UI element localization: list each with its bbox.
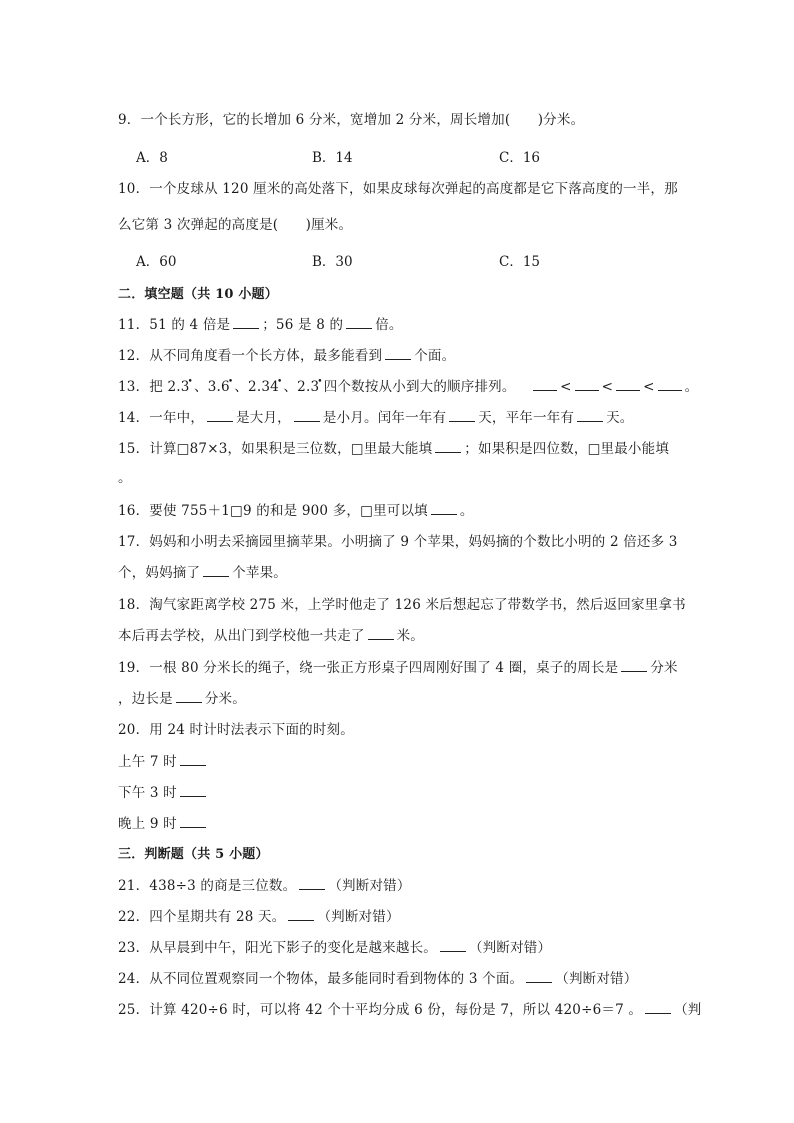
q14-text-e: 天。 <box>606 410 634 426</box>
answer-blank[interactable] <box>449 409 475 422</box>
option-b: B．14 <box>312 150 353 166</box>
q23-text: 23．从早晨到中午，阳光下影子的变化是越来越长。 <box>118 940 437 956</box>
answer-blank[interactable] <box>368 627 394 640</box>
q20-item-label: 上午 7 时 <box>118 754 177 770</box>
answer-blank[interactable] <box>346 316 372 329</box>
q20-item-label: 晚上 9 时 <box>118 816 177 832</box>
question-17-line1: 17．妈妈和小明去采摘园里摘苹果。小明摘了 9 个苹果，妈妈摘的个数比小明的 2 倍还多 3 <box>118 534 678 550</box>
question-21 <box>118 874 411 894</box>
answer-blank[interactable] <box>294 409 320 422</box>
answer-blank[interactable] <box>577 409 603 422</box>
option-a: A．8 <box>136 150 168 166</box>
q24-text: 24．从不同位置观察同一个物体，最多能同时看到物体的 3 个面。 <box>118 971 524 987</box>
question-17-line2 <box>118 561 287 581</box>
q19-text-b: 分米 <box>650 660 678 676</box>
question-19-line2 <box>118 687 246 707</box>
answer-blank[interactable] <box>645 1001 671 1014</box>
answer-blank[interactable] <box>233 316 259 329</box>
q18-text-b: 米。 <box>396 628 425 644</box>
q13-mid1: 、3. <box>194 379 222 395</box>
repeating-dot: • <box>187 377 194 387</box>
question-16 <box>118 499 474 519</box>
question-10-line2: 么它第 3 次弹起的高度是( )厘米。 <box>118 217 353 233</box>
q11-text-b: ；56 是 8 的 <box>262 317 344 333</box>
q13-mid3: 、2. <box>283 379 311 395</box>
q20-item <box>118 781 209 801</box>
q15-text-c: 。 <box>118 470 132 486</box>
question-11 <box>118 313 403 333</box>
q12-text-b: 个面。 <box>414 348 456 364</box>
option-c: C．16 <box>499 150 541 166</box>
answer-blank[interactable] <box>533 378 557 391</box>
question-15-line2 <box>118 466 132 486</box>
answer-blank[interactable] <box>616 378 640 391</box>
answer-blank[interactable] <box>299 877 325 890</box>
q14-text-b: 是大月， <box>236 410 291 426</box>
question-22 <box>118 905 400 925</box>
q19-text-d: 分米。 <box>204 691 246 707</box>
question-13 <box>118 375 698 395</box>
q25-text: 25．计算 420÷6 时，可以将 42 个十平均分成 6 份，每份是 7，所以 420÷6＝7 。 <box>118 1002 643 1018</box>
q20-item <box>118 750 209 770</box>
section-heading-true-false: 三．判断题（共 5 小题） <box>118 847 269 862</box>
answer-blank[interactable] <box>658 378 682 391</box>
answer-blank[interactable] <box>440 939 466 952</box>
answer-blank[interactable] <box>431 502 457 515</box>
q12-text-a: 12．从不同角度看一个长方体，最多能看到 <box>118 348 383 364</box>
q17-text-b: 个苹果。 <box>232 565 288 581</box>
question-10-line1: 10．一个皮球从 120 厘米的高处落下，如果皮球每次弹起的高度都是它下落高度的一半，那 <box>118 181 678 197</box>
q21-hint: （判断对错） <box>328 878 411 894</box>
q15-text-b: ；如果积是四位数，□里最小能填 <box>464 441 670 457</box>
less-than-sign: < <box>643 379 655 395</box>
q13-num3: 4 <box>270 379 279 395</box>
question-18-line1: 18．淘气家距离学校 275 米，上学时他走了 126 米后想起忘了带数学书，然后返回家里拿书 <box>118 597 686 613</box>
q23-hint: （判断对错） <box>468 940 552 956</box>
answer-blank[interactable] <box>288 908 314 921</box>
q11-text-c: 倍。 <box>375 317 403 333</box>
question-23 <box>118 936 551 956</box>
q20-item-label: 下午 3 时 <box>118 785 177 801</box>
q24-hint: （判断对错） <box>555 971 638 987</box>
option-a: A．60 <box>136 254 177 270</box>
option-b: B．30 <box>312 254 353 270</box>
question-19-line1 <box>118 656 678 676</box>
answer-blank[interactable] <box>203 564 229 577</box>
q13-prefix: 13．把 2. <box>118 379 181 395</box>
q15-text-a: 15．计算□87×3，如果积是三位数，□里最大能填 <box>118 441 433 457</box>
question-18-line2 <box>118 624 424 644</box>
q13-num4: 3 <box>310 379 320 395</box>
q22-text: 22．四个星期共有 28 天。 <box>118 909 286 925</box>
q14-text-c: 是小月。闰年一年有 <box>322 410 447 426</box>
q25-hint: （判 <box>674 1002 702 1018</box>
repeating-dot: • <box>276 377 283 387</box>
answer-blank[interactable] <box>435 440 461 453</box>
q22-hint: （判断对错） <box>317 909 400 925</box>
q14-text-d: 天，平年一年有 <box>478 410 575 426</box>
question-15-line1 <box>118 437 669 457</box>
q13-suffix: 四个数按从小到大的顺序排列。 <box>323 379 516 395</box>
answer-blank[interactable] <box>526 970 552 983</box>
q21-text: 21．438÷3 的商是三位数。 <box>118 878 297 894</box>
question-24 <box>118 967 637 987</box>
repeating-dot: • <box>317 377 323 387</box>
q13-end: 。 <box>684 379 699 395</box>
q13-mid2: 、2.3 <box>234 379 271 395</box>
q19-text-c: ，边长是 <box>118 691 173 707</box>
question-9 <box>118 108 584 128</box>
question-12 <box>118 344 455 364</box>
answer-blank[interactable] <box>180 784 206 797</box>
answer-blank[interactable] <box>385 347 411 360</box>
q19-text-a: 19．一根 80 分米长的绳子，绕一张正方形桌子四周刚好围了 4 圈，桌子的周长是 <box>118 660 619 676</box>
q13-num2: 6 <box>221 379 230 395</box>
question-20: 20．用 24 时计时法表示下面的时刻。 <box>118 722 354 738</box>
repeating-dot: • <box>227 377 234 387</box>
answer-blank[interactable] <box>176 690 202 703</box>
question-14 <box>118 406 634 426</box>
answer-blank[interactable] <box>180 753 206 766</box>
q13-num1: 3 <box>180 379 190 395</box>
q20-item <box>118 812 209 832</box>
answer-blank[interactable] <box>575 378 599 391</box>
question-25 <box>118 998 702 1018</box>
option-c: C．15 <box>499 254 541 270</box>
q16-text-a: 16．要使 755＋1□9 的和是 900 多，□里可以填 <box>118 503 428 519</box>
answer-blank[interactable] <box>207 409 233 422</box>
section-heading-fill-in: 二．填空题（共 10 小题） <box>118 287 278 302</box>
q14-text-a: 14．一年中， <box>118 410 205 426</box>
q16-text-b: 。 <box>459 503 474 519</box>
q18-text-a: 本后再去学校，从出门到学校他一共走了 <box>118 628 365 644</box>
answer-blank[interactable] <box>621 659 647 672</box>
less-than-sign: < <box>560 379 572 395</box>
q11-text-a: 11．51 的 4 倍是 <box>118 317 231 333</box>
q17-text-a: 个，妈妈摘了 <box>118 565 201 581</box>
question-9-text: 9．一个长方形，它的长增加 6 分米，宽增加 2 分米，周长增加( )分米。 <box>118 112 585 128</box>
answer-blank[interactable] <box>180 815 206 828</box>
less-than-sign: < <box>601 379 614 395</box>
